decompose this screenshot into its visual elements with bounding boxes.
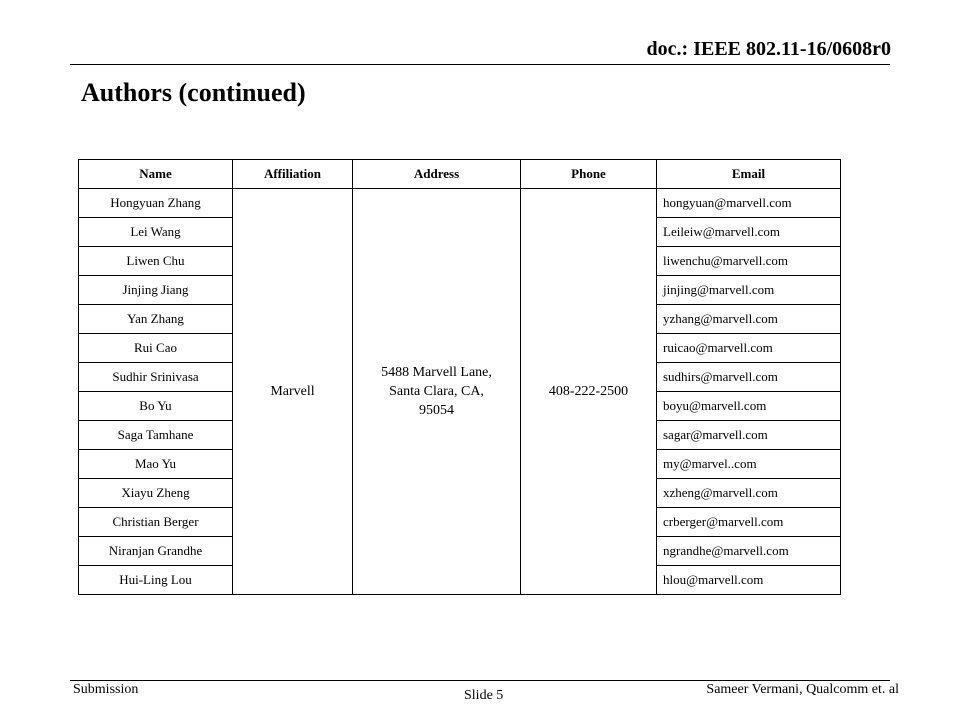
author-name: Sudhir Srinivasa [79, 363, 233, 392]
footer-slide-number: Slide 5 [464, 688, 504, 703]
table-header-row [79, 160, 841, 189]
author-email: xzheng@marvell.com [657, 479, 841, 508]
author-email: sagar@marvell.com [657, 421, 841, 450]
authors-table [78, 159, 841, 595]
author-email: yzhang@marvell.com [657, 305, 841, 334]
column-header-email: Email [657, 160, 841, 189]
footer-rule [70, 680, 890, 681]
author-email: liwenchu@marvell.com [657, 247, 841, 276]
footer-authors: Sameer Vermani, Qualcomm et. al [706, 682, 899, 697]
column-header-affiliation: Affiliation [233, 160, 353, 189]
author-name: Christian Berger [79, 508, 233, 537]
author-email: hongyuan@marvell.com [657, 189, 841, 218]
document-id: doc.: IEEE 802.11-16/0608r0 [646, 38, 891, 60]
author-name: Mao Yu [79, 450, 233, 479]
authors-table-body [79, 189, 841, 595]
author-name: Hui-Ling Lou [79, 566, 233, 595]
address-line: Santa Clara, CA, [389, 384, 484, 399]
column-header-phone: Phone [521, 160, 657, 189]
author-name: Lei Wang [79, 218, 233, 247]
author-email: crberger@marvell.com [657, 508, 841, 537]
author-email: Leileiw@marvell.com [657, 218, 841, 247]
author-name: Bo Yu [79, 392, 233, 421]
author-name: Xiayu Zheng [79, 479, 233, 508]
author-email: jinjing@marvell.com [657, 276, 841, 305]
author-name: Jinjing Jiang [79, 276, 233, 305]
author-name: Rui Cao [79, 334, 233, 363]
author-email: my@marvel..com [657, 450, 841, 479]
author-name: Yan Zhang [79, 305, 233, 334]
author-name: Saga Tamhane [79, 421, 233, 450]
author-email: boyu@marvell.com [657, 392, 841, 421]
header-rule [70, 64, 890, 65]
address-line: 95054 [419, 403, 454, 418]
phone-cell: 408-222-2500 [521, 189, 657, 595]
author-email: ngrandhe@marvell.com [657, 537, 841, 566]
author-name: Niranjan Grandhe [79, 537, 233, 566]
author-email: sudhirs@marvell.com [657, 363, 841, 392]
affiliation-cell: Marvell [233, 189, 353, 595]
column-header-address: Address [353, 160, 521, 189]
author-email: hlou@marvell.com [657, 566, 841, 595]
slide-title: Authors (continued) [81, 78, 306, 107]
author-name: Hongyuan Zhang [79, 189, 233, 218]
author-email: ruicao@marvell.com [657, 334, 841, 363]
author-name: Liwen Chu [79, 247, 233, 276]
footer-submission: Submission [73, 682, 139, 697]
address-cell [353, 189, 521, 595]
table-row [79, 189, 841, 218]
column-header-name: Name [79, 160, 233, 189]
address-line: 5488 Marvell Lane, [381, 365, 492, 380]
